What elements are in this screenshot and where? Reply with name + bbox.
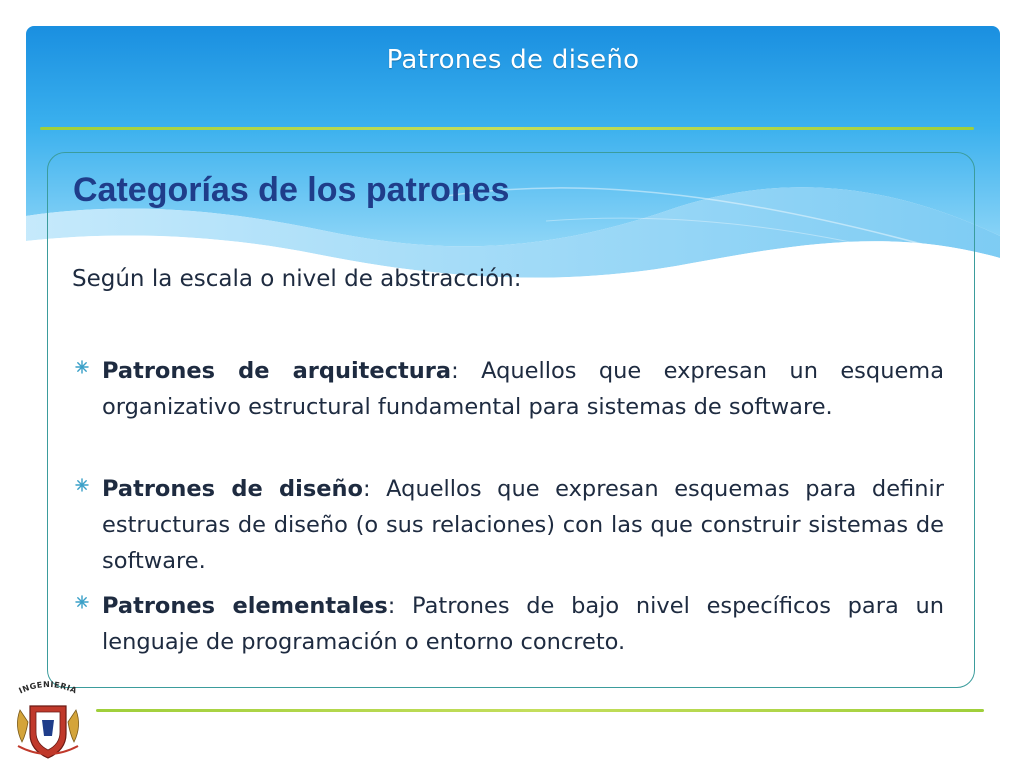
- bullet-item: [72, 471, 944, 579]
- asterisk-bullet-icon: [72, 475, 92, 495]
- bullet-description: Aquellos que expresan esquemas para definir estructuras de diseño (o sus relaciones) con las que construir sistemas de software.: [102, 476, 944, 574]
- bullet-description: Patrones de bajo nivel específicos para un lenguaje de programación o entorno concreto.: [102, 593, 944, 655]
- bullet-description: Aquellos que expresan un esquema organizativo estructural fundamental para sistemas de software.: [102, 358, 944, 420]
- bullet-text: [102, 471, 944, 579]
- asterisk-bullet-icon: [72, 592, 92, 612]
- top-divider: [40, 127, 974, 130]
- bullet-separator: :: [362, 476, 387, 502]
- bullet-item: [72, 353, 944, 425]
- svg-text:INGENIERIA: [18, 680, 79, 696]
- bullet-term: Patrones de arquitectura: [102, 358, 452, 384]
- bullet-separator: :: [451, 358, 482, 384]
- bullet-text: [102, 588, 944, 660]
- bullet-item: [72, 588, 944, 660]
- bullet-term: Patrones elementales: [102, 593, 388, 619]
- bullet-term: Patrones de diseño: [102, 476, 363, 502]
- faculty-crest-logo: [8, 676, 88, 764]
- header-title: Patrones de diseño: [386, 45, 640, 75]
- content-title: Categorías de los patrones: [73, 171, 510, 209]
- bullet-separator: :: [387, 593, 413, 619]
- bullet-text: [102, 353, 944, 425]
- logo-text: INGENIERIA: [17, 679, 79, 696]
- intro-text: Según la escala o nivel de abstracción:: [72, 266, 522, 292]
- asterisk-bullet-icon: [72, 357, 92, 377]
- bottom-divider: [96, 709, 984, 712]
